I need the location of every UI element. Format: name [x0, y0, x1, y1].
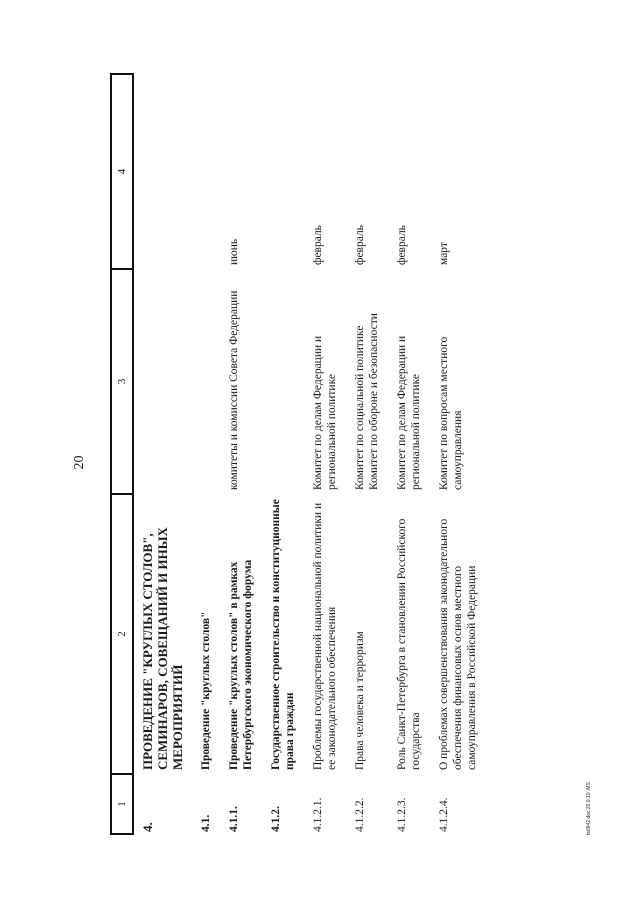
column-header-4: 4 [111, 74, 133, 269]
item-date [193, 74, 221, 269]
item-number: 4.1.1. [228, 806, 240, 832]
item-title: Проведение "круглых столов" [200, 611, 212, 770]
item-number: 4.1.2. [270, 806, 282, 832]
item-date: март [438, 242, 450, 265]
item-responsible: Комитет по делам Федерации и региональной политике [396, 335, 422, 490]
table-row [263, 74, 305, 834]
table-header-row [111, 74, 133, 834]
table-row [133, 74, 193, 834]
item-date: февраль [312, 225, 324, 265]
item-title: Роль Санкт-Петербурга в становлении Российского государства [396, 518, 422, 770]
item-title: Проблемы государственной национальной политики и ее законодательного обеспечения [312, 502, 338, 770]
table-row [347, 74, 389, 834]
item-responsible [133, 269, 193, 494]
item-title: Государственное строительство и конституционные права граждан [270, 499, 296, 770]
table-row [193, 74, 221, 834]
item-date [263, 74, 305, 269]
page-number: 20 [72, 455, 87, 470]
column-header-2: 2 [111, 494, 133, 774]
item-responsible [193, 269, 221, 494]
item-date: июнь [228, 238, 240, 265]
item-responsible [263, 269, 305, 494]
item-number: 4.1.2.1. [312, 797, 324, 832]
item-number: 4.1.2.2. [354, 797, 366, 832]
column-header-3: 3 [111, 269, 133, 494]
item-date: февраль [396, 225, 408, 265]
column-header-1: 1 [111, 774, 133, 834]
footer-code: ts0942.doc 20.0.10 .MS [586, 782, 592, 835]
events-table [110, 73, 487, 835]
item-number: 4. [140, 822, 155, 832]
item-date [133, 74, 193, 269]
item-number: 4.1.2.3. [396, 797, 408, 832]
table-row [389, 74, 431, 834]
item-responsible: комитеты и комиссии Совета Федерации [228, 290, 240, 490]
table-row [221, 74, 263, 834]
item-number: 4.1. [200, 814, 212, 832]
item-title: О проблемах совершенствования законодательного обеспечения финансовых основ местного самоуправления в Российской Федерации [438, 518, 478, 770]
table-row [431, 74, 487, 834]
item-number: 4.1.2.4. [438, 797, 450, 832]
item-date: февраль [354, 225, 366, 265]
item-title: Проведение "круглых столов" в рамках Петербургского экономического форума [228, 559, 254, 770]
item-responsible: Комитет по вопросам местного самоуправления [438, 336, 464, 490]
item-responsible: Комитет по делам Федерации и региональной политике [312, 335, 338, 490]
rotated-page [30, 40, 605, 885]
item-title: ПРОВЕДЕНИЕ "КРУГЛЫХ СТОЛОВ", СЕМИНАРОВ, СОВЕЩАНИЙ И ИНЫХ МЕРОПРИЯТИЙ [140, 527, 185, 770]
item-responsible: Комитет по социальной политике Комитет по обороне и безопасности [354, 313, 380, 490]
item-title: Права человека и терроризм [354, 631, 366, 770]
table-row [305, 74, 347, 834]
